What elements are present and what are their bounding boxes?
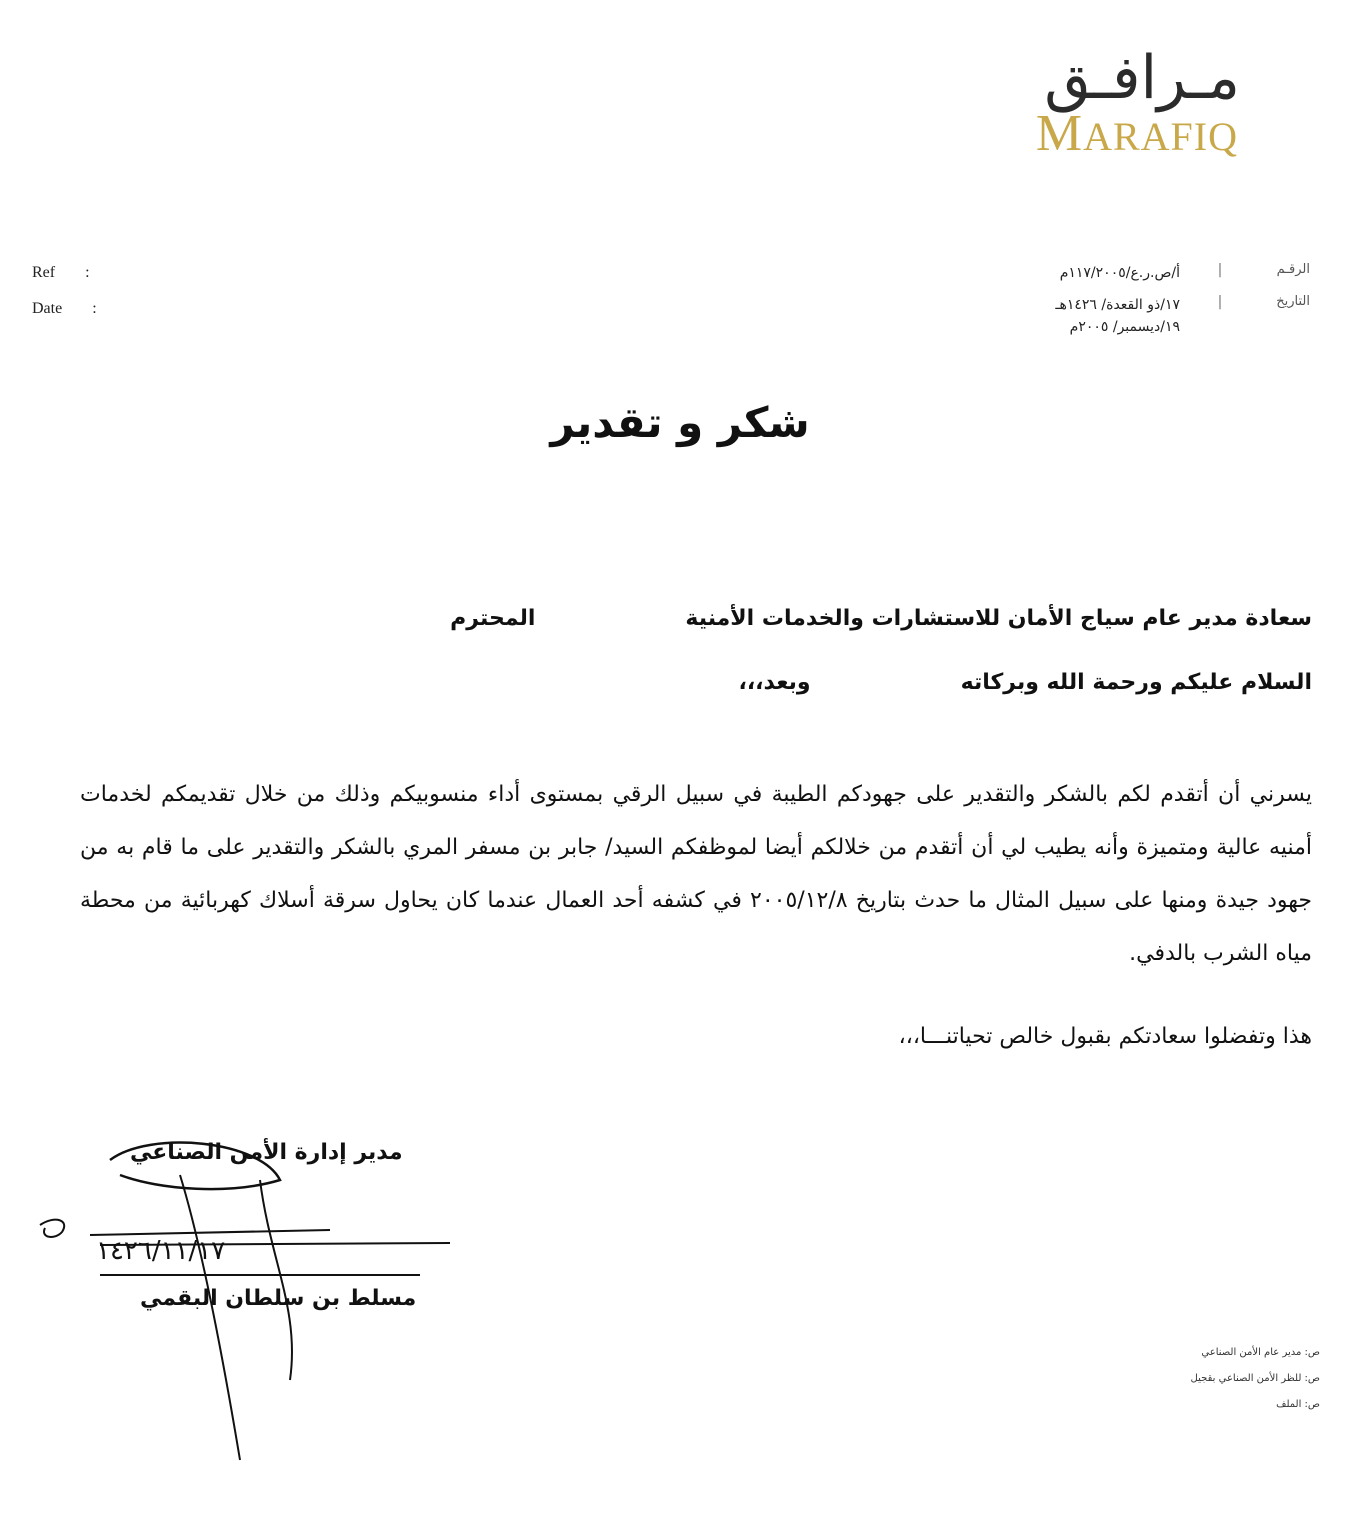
greeting-after: وبعد،،،: [738, 670, 811, 695]
greeting-salam: السلام عليكم ورحمة الله وبركاته: [960, 670, 1312, 695]
date-row-en: [32, 300, 97, 336]
cc-item: ص: مدير عام الأمن الصناعي: [1201, 1347, 1320, 1358]
date-values: [1055, 294, 1180, 338]
ref-label-en: Ref: [32, 264, 56, 281]
date-hijri: ١٧/ذو القعدة/ ١٤٢٦هـ: [1055, 297, 1180, 313]
signature-handwritten-date: ١٤٢٦/١١/١٧: [96, 1236, 226, 1266]
letter-body: يسرني أن أتقدم لكم بالشكر والتقدير على جهودكم الطيبة في سبيل الرقي بمستوى أداء منسوبيكم وذلك من خلال تقديمكم لخدمات أمنيه عالية ومتميزة وأنه يطيب لي أن أتقدم من خلالكم أيضا لموظفكم السيد/ جابر بن مسفر المري بالشكر والتقدير على ما قام به من جهود جيدة ومنها على سبيل المثال ما حدث بتاريخ ٢٠٠٥/١٢/٨ في كشفه أحد العمال عندما كان يحاول سرقة أسلاك كهربائية من محطة مياه الشرب بالدفي.: [80, 782, 1312, 966]
date-row-ar: [1055, 294, 1310, 338]
date-label-en: Date: [32, 300, 63, 317]
cc-list: [1191, 1340, 1320, 1418]
ref-row-ar: [1055, 262, 1310, 284]
letter-closing: هذا وتفضلوا سعادتكم بقبول خالص تحياتنـــا،،،: [898, 1024, 1312, 1049]
addressee-honorific: المحترم: [450, 606, 536, 631]
date-gregorian: ١٩/ديسمبر/ ٢٠٠٥م: [1069, 319, 1180, 335]
signatory-name: مسلط بن سلطان البقمي: [140, 1286, 417, 1311]
logo-letters-rest: ARAFIQ: [1083, 114, 1238, 159]
date-label-ar: التاريخ: [1276, 294, 1310, 309]
ref-colon: :: [85, 264, 90, 281]
addressee-name: سعادة مدير عام سياج الأمان للاستشارات والخدمات الأمنية: [685, 606, 1312, 631]
company-logo-english: [1035, 105, 1238, 162]
company-logo-arabic: مـرافـق: [1044, 43, 1240, 113]
logo-letter-m: M: [1035, 105, 1084, 162]
date-colon: :: [92, 300, 97, 317]
greeting-line: [312, 670, 1312, 695]
date-separator: |: [1217, 294, 1223, 310]
ref-separator: |: [1217, 262, 1223, 278]
cc-item: ص: للظر الأمن الصناعي بقجيل: [1190, 1373, 1320, 1384]
meta-left-labels: [32, 264, 97, 336]
ref-label-ar: الرقـم: [1276, 262, 1310, 277]
letter-title: شكر و تقدير: [550, 398, 810, 447]
cc-item: ص: الملف: [1276, 1399, 1320, 1410]
ref-value: أ/ص.ر.ع/١١٧/٢٠٠٥م: [1059, 265, 1180, 281]
meta-right-block: [1055, 262, 1310, 348]
addressee-line: [312, 606, 1312, 631]
ref-row-en: [32, 264, 97, 300]
signatory-title: مدير إدارة الأمن الصناعي: [130, 1140, 403, 1165]
